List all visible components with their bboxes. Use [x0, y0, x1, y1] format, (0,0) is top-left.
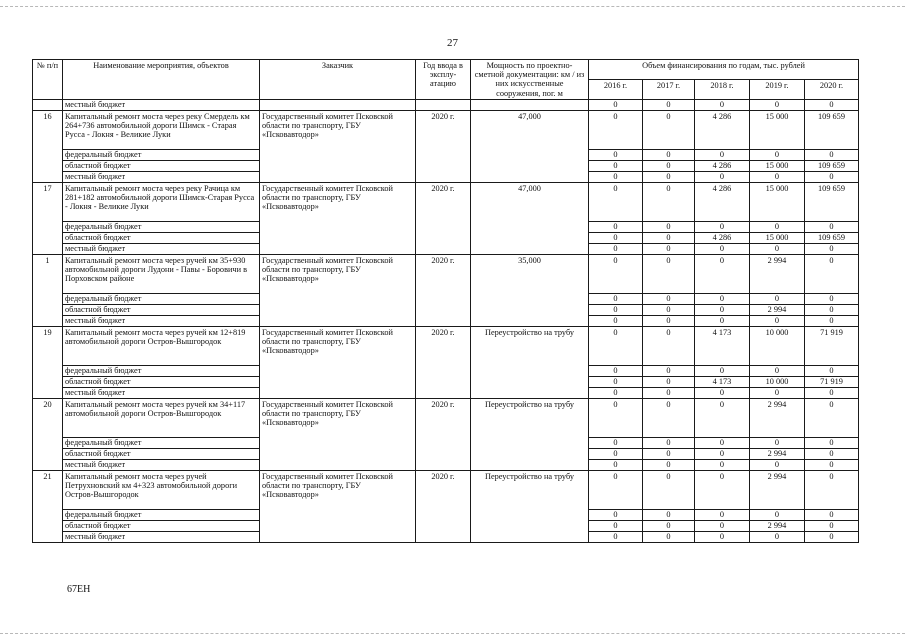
source-value: 0	[805, 509, 859, 520]
project-total-value: 0	[589, 254, 643, 293]
project-total-value: 10 000	[750, 326, 805, 365]
source-value: 0	[695, 304, 750, 315]
source-value: 0	[695, 448, 750, 459]
source-value: 0	[805, 171, 859, 182]
project-total-value: 0	[805, 398, 859, 437]
source-label: федеральный бюджет	[63, 221, 260, 232]
project-name: Капитальный ремонт моста через реку Рачица км 281+182 автомобильной дороги Шимск-Старая Русса - Локня - Великие Луки	[63, 182, 260, 221]
source-value: 0	[805, 304, 859, 315]
source-value: 0	[643, 171, 695, 182]
source-value: 0	[643, 437, 695, 448]
source-value: 0	[805, 448, 859, 459]
source-value: 0	[695, 387, 750, 398]
source-value: 4 286	[695, 160, 750, 171]
scan-edge-bottom	[0, 633, 905, 634]
source-value: 0	[643, 509, 695, 520]
project-row	[33, 254, 859, 293]
source-value: 4 173	[695, 376, 750, 387]
source-label: областной бюджет	[63, 160, 260, 171]
source-value: 10 000	[750, 376, 805, 387]
project-total-value: 2 994	[750, 398, 805, 437]
header-num: № п/п	[33, 60, 63, 100]
project-number: 17	[33, 182, 63, 254]
source-value: 0	[589, 293, 643, 304]
header-year-2019: 2019 г.	[750, 79, 805, 99]
source-value: 2 994	[750, 520, 805, 531]
project-number: 19	[33, 326, 63, 398]
project-number: 1	[33, 254, 63, 326]
table-row	[33, 99, 859, 110]
source-value: 0	[805, 221, 859, 232]
project-year: 2020 г.	[416, 326, 471, 398]
page-number: 27	[447, 37, 458, 49]
project-row	[33, 110, 859, 149]
project-customer: Государственный комитет Псковской области по транспорту, ГБУ «Псковавтодор»	[260, 398, 416, 470]
project-capacity: 47,000	[471, 110, 589, 182]
project-row	[33, 182, 859, 221]
project-year: 2020 г.	[416, 470, 471, 542]
source-value: 0	[750, 459, 805, 470]
source-value: 0	[805, 293, 859, 304]
source-value: 0	[695, 520, 750, 531]
source-label: федеральный бюджет	[63, 365, 260, 376]
source-value: 0	[643, 448, 695, 459]
source-value: 0	[695, 531, 750, 542]
source-value: 0	[805, 315, 859, 326]
source-label: областной бюджет	[63, 520, 260, 531]
project-year: 2020 г.	[416, 110, 471, 182]
source-value: 0	[750, 509, 805, 520]
project-capacity: 35,000	[471, 254, 589, 326]
source-value: 0	[695, 315, 750, 326]
project-year: 2020 г.	[416, 398, 471, 470]
project-row	[33, 398, 859, 437]
source-value: 0	[695, 149, 750, 160]
project-total-value: 0	[643, 470, 695, 509]
header-customer: Заказчик	[260, 60, 416, 100]
source-value: 0	[589, 304, 643, 315]
project-capacity: Переустройство на трубу	[471, 326, 589, 398]
source-value: 0	[643, 149, 695, 160]
project-row	[33, 326, 859, 365]
source-value: 15 000	[750, 160, 805, 171]
source-value: 2 994	[750, 304, 805, 315]
project-customer: Государственный комитет Псковской области по транспорту, ГБУ «Псковавтодор»	[260, 470, 416, 542]
source-label: областной бюджет	[63, 376, 260, 387]
source-value: 0	[589, 232, 643, 243]
source-value: 0	[643, 376, 695, 387]
source-value: 0	[589, 437, 643, 448]
source-label: местный бюджет	[63, 171, 260, 182]
source-value: 4 286	[695, 232, 750, 243]
source-label: местный бюджет	[63, 99, 260, 110]
source-value: 0	[805, 149, 859, 160]
header-funding: Объем финансирования по годам, тыс. рублей	[589, 60, 859, 80]
year-cell	[416, 99, 471, 110]
project-name: Капитальный ремонт моста через ручей Петрухновский км 4+323 автомобильной дороги Остров-Вышгородок	[63, 470, 260, 509]
table-header	[33, 60, 859, 100]
project-total-value: 0	[589, 398, 643, 437]
source-value: 0	[805, 437, 859, 448]
project-year: 2020 г.	[416, 254, 471, 326]
source-value: 0	[695, 171, 750, 182]
source-value: 15 000	[750, 232, 805, 243]
header-year-2020: 2020 г.	[805, 79, 859, 99]
source-label: местный бюджет	[63, 315, 260, 326]
project-total-value: 0	[643, 398, 695, 437]
source-value: 71 919	[805, 376, 859, 387]
source-value: 0	[695, 293, 750, 304]
source-value: 0	[805, 531, 859, 542]
source-value: 0	[589, 376, 643, 387]
source-value: 0	[750, 149, 805, 160]
source-label: местный бюджет	[63, 243, 260, 254]
customer-cell	[260, 99, 416, 110]
row-num-cell	[33, 99, 63, 110]
source-value: 0	[805, 459, 859, 470]
header-name: Наименование мероприятия, объектов	[63, 60, 260, 100]
source-value: 0	[750, 221, 805, 232]
source-value: 0	[589, 387, 643, 398]
source-value: 0	[643, 387, 695, 398]
source-value: 0	[805, 365, 859, 376]
source-value: 0	[643, 459, 695, 470]
source-value: 0	[695, 509, 750, 520]
value-cell: 0	[750, 99, 805, 110]
project-total-value: 4 173	[695, 326, 750, 365]
project-total-value: 0	[589, 470, 643, 509]
source-label: областной бюджет	[63, 448, 260, 459]
project-name: Капитальный ремонт моста через реку Смердель км 264+736 автомобильной дороги Шимск - Старая Русса - Локня - Великие Луки	[63, 110, 260, 149]
value-cell: 0	[805, 99, 859, 110]
project-total-value: 0	[589, 326, 643, 365]
project-total-value: 0	[643, 326, 695, 365]
source-value: 0	[643, 520, 695, 531]
project-total-value: 0	[643, 254, 695, 293]
footer-code: 67ЕН	[67, 584, 91, 595]
source-value: 0	[750, 171, 805, 182]
source-value: 0	[643, 531, 695, 542]
source-value: 0	[805, 387, 859, 398]
value-cell: 0	[695, 99, 750, 110]
source-label: федеральный бюджет	[63, 149, 260, 160]
header-capacity: Мощность по проектно-сметной документации: км / из них искусственные сооружения, пог. м	[471, 60, 589, 100]
project-capacity: Переустройство на трубу	[471, 398, 589, 470]
value-cell: 0	[589, 99, 643, 110]
source-value: 0	[643, 243, 695, 254]
source-value: 0	[695, 243, 750, 254]
source-value: 0	[643, 232, 695, 243]
source-value: 0	[589, 531, 643, 542]
project-customer: Государственный комитет Псковской области по транспорту, ГБУ «Псковавтодор»	[260, 182, 416, 254]
project-customer: Государственный комитет Псковской области по транспорту, ГБУ «Псковавтодор»	[260, 110, 416, 182]
source-value: 0	[695, 437, 750, 448]
project-total-value: 109 659	[805, 182, 859, 221]
project-total-value: 0	[695, 254, 750, 293]
source-value: 0	[695, 365, 750, 376]
source-value: 0	[589, 315, 643, 326]
project-total-value: 0	[695, 398, 750, 437]
project-total-value: 0	[643, 182, 695, 221]
source-value: 0	[643, 293, 695, 304]
project-customer: Государственный комитет Псковской области по транспорту, ГБУ «Псковавтодор»	[260, 326, 416, 398]
source-label: федеральный бюджет	[63, 293, 260, 304]
source-label: местный бюджет	[63, 531, 260, 542]
project-name: Капитальный ремонт моста через ручей км 12+819 автомобильной дороги Остров-Вышгородок	[63, 326, 260, 365]
project-customer: Государственный комитет Псковской области по транспорту, ГБУ «Псковавтодор»	[260, 254, 416, 326]
project-total-value: 15 000	[750, 110, 805, 149]
source-label: федеральный бюджет	[63, 509, 260, 520]
value-cell: 0	[643, 99, 695, 110]
project-number: 21	[33, 470, 63, 542]
header-year-2016: 2016 г.	[589, 79, 643, 99]
source-value: 0	[643, 365, 695, 376]
project-name: Капитальный ремонт моста через ручей км 34+117 автомобильной дороги Остров-Вышгородок	[63, 398, 260, 437]
project-total-value: 0	[643, 110, 695, 149]
source-label: федеральный бюджет	[63, 437, 260, 448]
project-total-value: 4 286	[695, 110, 750, 149]
source-label: областной бюджет	[63, 232, 260, 243]
source-value: 0	[643, 160, 695, 171]
source-value: 0	[589, 509, 643, 520]
project-year: 2020 г.	[416, 182, 471, 254]
source-value: 0	[750, 387, 805, 398]
source-label: областной бюджет	[63, 304, 260, 315]
source-value: 109 659	[805, 232, 859, 243]
header-year-2017: 2017 г.	[643, 79, 695, 99]
project-number: 16	[33, 110, 63, 182]
source-value: 0	[589, 171, 643, 182]
source-value: 2 994	[750, 448, 805, 459]
source-value: 0	[589, 365, 643, 376]
source-value: 0	[589, 520, 643, 531]
capacity-cell	[471, 99, 589, 110]
project-row	[33, 470, 859, 509]
table-body	[33, 99, 859, 542]
source-value: 0	[750, 293, 805, 304]
source-label: местный бюджет	[63, 459, 260, 470]
project-total-value: 0	[589, 110, 643, 149]
project-capacity: 47,000	[471, 182, 589, 254]
project-capacity: Переустройство на трубу	[471, 470, 589, 542]
source-value: 0	[643, 221, 695, 232]
project-total-value: 71 919	[805, 326, 859, 365]
project-total-value: 0	[805, 470, 859, 509]
source-value: 0	[589, 149, 643, 160]
source-value: 0	[750, 243, 805, 254]
project-total-value: 2 994	[750, 470, 805, 509]
header-year-2018: 2018 г.	[695, 79, 750, 99]
source-value: 0	[643, 315, 695, 326]
source-value: 0	[750, 437, 805, 448]
project-total-value: 0	[695, 470, 750, 509]
project-name: Капитальный ремонт моста через ручей км 35+930 автомобильной дороги Лудони - Павы - Боровичи в Порховском районе	[63, 254, 260, 293]
source-label: местный бюджет	[63, 387, 260, 398]
source-value: 0	[695, 459, 750, 470]
source-value: 0	[589, 160, 643, 171]
source-value: 109 659	[805, 160, 859, 171]
source-value: 0	[643, 304, 695, 315]
project-total-value: 4 286	[695, 182, 750, 221]
project-total-value: 15 000	[750, 182, 805, 221]
scan-edge-top	[0, 6, 905, 7]
source-value: 0	[750, 531, 805, 542]
source-value: 0	[589, 448, 643, 459]
source-value: 0	[589, 459, 643, 470]
header-year: Год ввода в эксплу-атацию	[416, 60, 471, 100]
financing-table	[32, 59, 859, 543]
source-value: 0	[750, 365, 805, 376]
source-value: 0	[750, 315, 805, 326]
source-value: 0	[695, 221, 750, 232]
project-number: 20	[33, 398, 63, 470]
project-total-value: 0	[589, 182, 643, 221]
source-value: 0	[589, 243, 643, 254]
project-total-value: 2 994	[750, 254, 805, 293]
source-value: 0	[805, 243, 859, 254]
source-value: 0	[805, 520, 859, 531]
project-total-value: 0	[805, 254, 859, 293]
project-total-value: 109 659	[805, 110, 859, 149]
source-value: 0	[589, 221, 643, 232]
